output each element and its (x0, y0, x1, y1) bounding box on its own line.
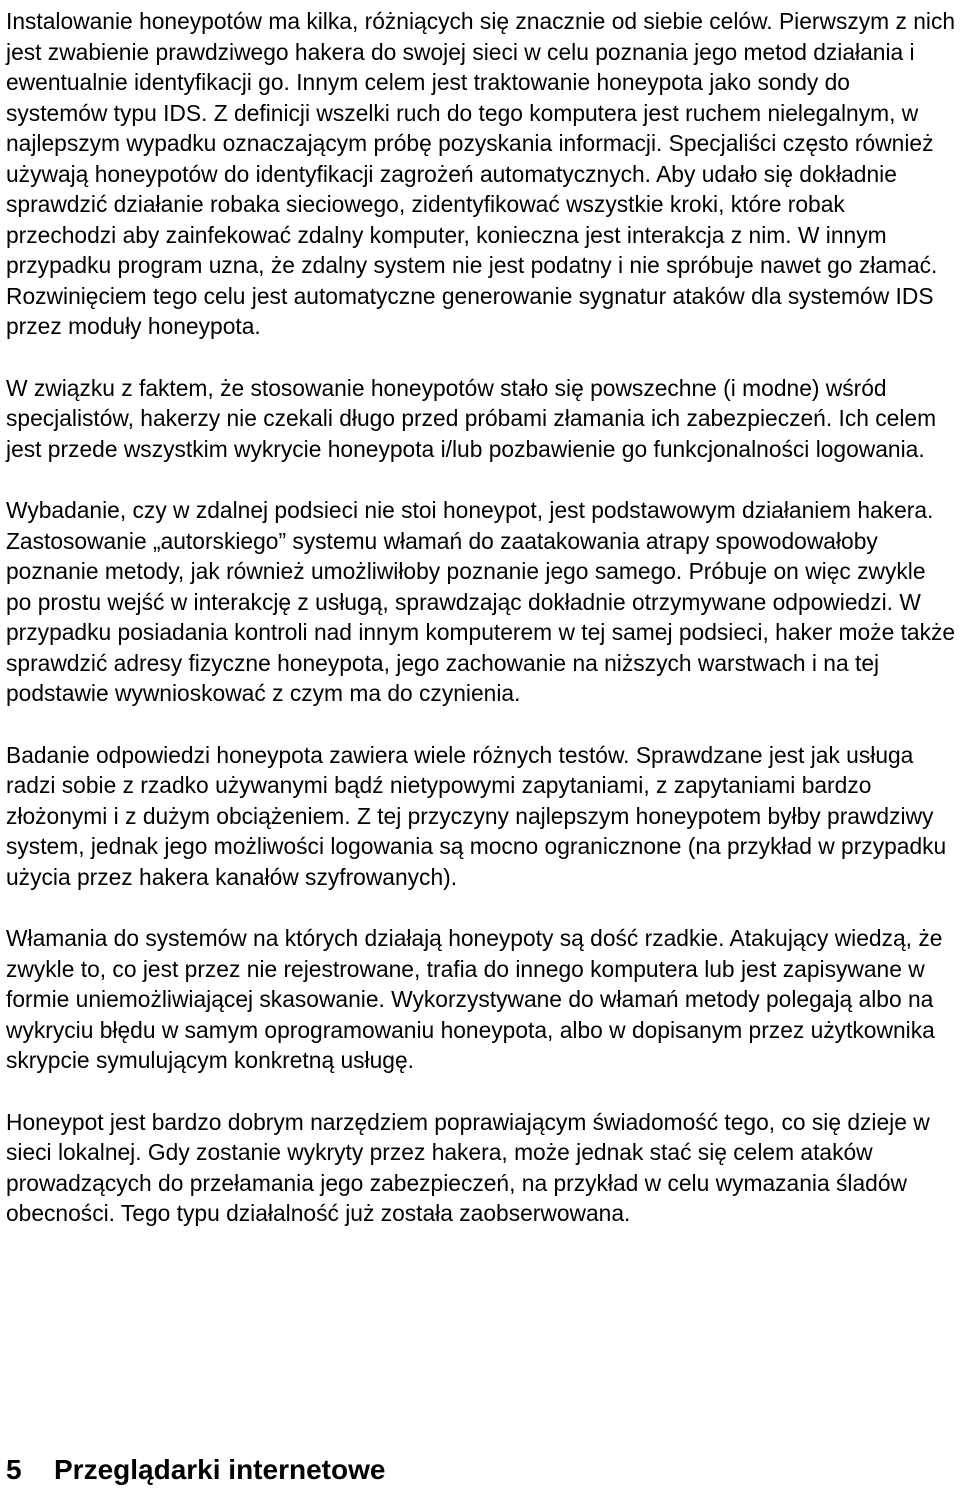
paragraph-hacker-response: W związku z faktem, że stosowanie honeypotów stało się powszechne (i modne) wśród specjalistów, hakerzy nie czekali długo przed próbami złamania ich zabezpieczeń. Ich celem jest przede wszystkim wykrycie honeypota i/lub pozbawienie go funkcjonalności logowania. (6, 374, 937, 462)
paragraph-response-tests: Badanie odpowiedzi honeypota zawiera wiele różnych testów. Sprawdzane jest jak usługa radzi sobie z rzadko używanymi bądź nietypowymi zapytaniami, z zapytaniami bardzo złożonymi i z dużym obciążeniem. Z tej przyczyny najlepszym honeypotem byłby prawdziwy system, jednak jego możliwości logowania są mocno ogranicznone (na przykład w przypadku użycia przez hakera kanałów szyfrowanych). (6, 741, 947, 890)
section-heading (6, 1452, 385, 1488)
paragraph-probing: Wybadanie, czy w zdalnej podsieci nie stoi honeypot, jest podstawowym działaniem hakera. Zastosowanie „autorskiego” systemu włamań do zaatakowania atrapy spowodowałoby poznanie metody, jak również umożliwiłoby poznanie jego samego. Próbuje on więc zwykle po prostu wejść w interakcję z usługą, sprawdzając dokładnie otrzymywane odpowiedzi. W przypadku posiadania kontroli nad innym komputerem w tej samej podsieci, haker może także sprawdzić adresy fizyczne honeypota, jego zachowanie na niższych warstwach i na tej podstawie wywnioskować z czym ma do czynienia. (6, 497, 956, 706)
section-number: 5 (6, 1454, 22, 1485)
paragraph-awareness: Honeypot jest bardzo dobrym narzędziem poprawiającym świadomość tego, co się dzieje w sieci lokalnej. Gdy zostanie wykryty przez hakera, może jednak stać się celem ataków prowadzących do przełamania jego zabezpieczeń, na przykład w celu wymazania śladów obecności. Tego typu działalność już została zaobserwowana. (6, 1108, 930, 1226)
section-title: Przeglądarki internetowe (54, 1454, 386, 1485)
document-body (6, 6, 956, 1229)
paragraph-honeypot-goals: Instalowanie honeypotów ma kilka, różniących się znacznie od siebie celów. Pierwszym z nich jest zwabienie prawdziwego hakera do swojej sieci w celu poznania jego metod działania i ewentualnie identyfikacji go. Innym celem jest traktowanie honeypota jako sondy do systemów typu IDS. Z definicji wszelki ruch do tego komputera jest ruchem nielegalnym, w najlepszym wypadku oznaczającym próbę pozyskania informacji. Specjaliści często również używają honeypotów do identyfikacji zagrożeń automatycznych. Aby udało się dokładnie sprawdzić działanie robaka sieciowego, zidentyfikować wszystkie kroki, które robak przechodzi aby zainfekować zdalny komputer, konieczna jest interakcja z nim. W innym przypadku program uzna, że zdalny system nie jest podatny i nie spróbuje nawet go złamać. Rozwinięciem tego celu jest automatyczne generowanie sygnatur ataków dla systemów IDS przez moduły honeypota. (6, 8, 956, 339)
paragraph-break-ins: Włamania do systemów na których działają honeypoty są dość rzadkie. Atakujący wiedzą, że zwykle to, co jest przez nie rejestrowane, trafia do innego komputera lub jest zapisywane w formie uniemożliwiającej skasowanie. Wykorzystywane do włamań metody polegają albo na wykryciu błędu w samym oprogramowaniu honeypota, albo w dopisanym przez użytkownika skrypcie symulującym konkretną usługę. (6, 925, 943, 1073)
